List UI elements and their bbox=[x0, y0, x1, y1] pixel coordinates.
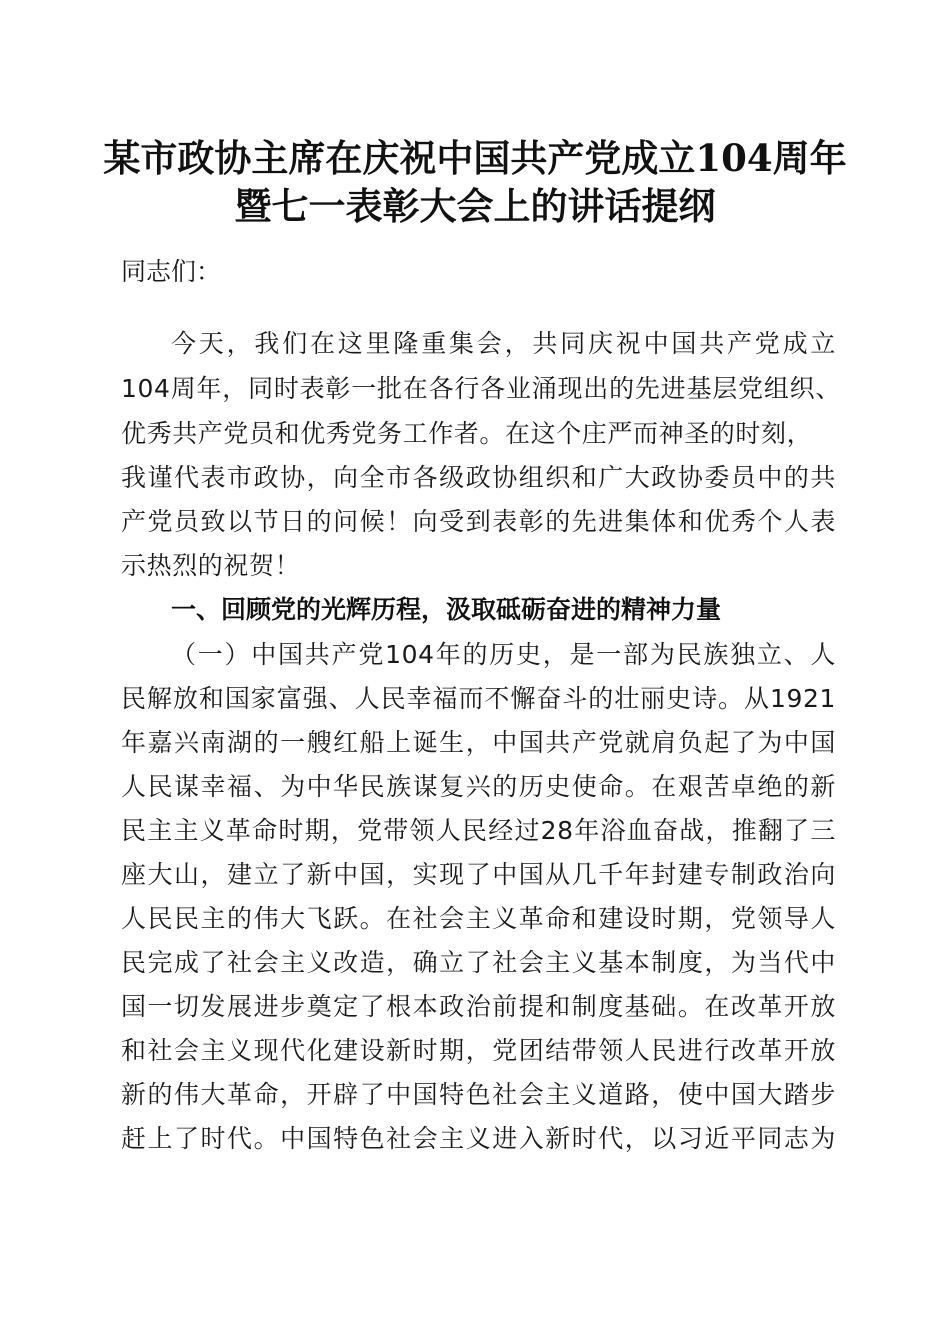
paragraph-line: 民完成了社会主义改造，确立了社会主义基本制度，为当代中 bbox=[121, 948, 836, 977]
paragraph-line: 赶上了时代。中国特色社会主义进入新时代，以习近平同志为 bbox=[121, 1124, 836, 1153]
paragraph-line: 新的伟大革命，开辟了中国特色社会主义道路，使中国大踏步 bbox=[121, 1080, 836, 1109]
document-title-line-1: 某市政协主席在庆祝中国共产党成立104周年 bbox=[103, 136, 847, 180]
paragraph-line: 民解放和国家富强、人民幸福而不懈奋斗的壮丽史诗。从1921 bbox=[121, 684, 836, 713]
paragraph-line: （一）中国共产党104年的历史，是一部为民族独立、人 bbox=[171, 640, 836, 669]
paragraph-line: 座大山，建立了新中国，实现了中国从几千年封建专制政治向 bbox=[121, 860, 836, 889]
paragraph-line: 人民民主的伟大飞跃。在社会主义革命和建设时期，党领导人 bbox=[121, 904, 836, 933]
intro-line: 我谨代表市政协，向全市各级政协组织和广大政协委员中的共 bbox=[121, 463, 836, 492]
intro-line: 示热烈的祝贺！ bbox=[121, 551, 301, 580]
paragraph-line: 和社会主义现代化建设新时期，党团结带领人民进行改革开放 bbox=[121, 1036, 836, 1065]
salutation: 同志们： bbox=[121, 257, 222, 286]
intro-line: 今天，我们在这里隆重集会，共同庆祝中国共产党成立 bbox=[171, 329, 836, 358]
paragraph-line: 国一切发展进步奠定了根本政治前提和制度基础。在改革开放 bbox=[121, 992, 836, 1021]
document-title-line-2: 暨七一表彰大会上的讲话提纲 bbox=[234, 184, 716, 228]
intro-line: 产党员致以节日的问候！向受到表彰的先进集体和优秀个人表 bbox=[121, 507, 836, 536]
section-heading: 一、回顾党的光辉历程，汲取砥砺奋进的精神力量 bbox=[171, 595, 722, 624]
paragraph-line: 人民谋幸福、为中华民族谋复兴的历史使命。在艰苦卓绝的新 bbox=[121, 772, 836, 801]
intro-line: 104周年，同时表彰一批在各行各业涌现出的先进基层党组织、 bbox=[121, 374, 841, 403]
paragraph-line: 年嘉兴南湖的一艘红船上诞生，中国共产党就肩负起了为中国 bbox=[121, 728, 836, 757]
intro-line: 优秀共产党员和优秀党务工作者。在这个庄严而神圣的时刻， bbox=[121, 419, 813, 448]
paragraph-line: 民主主义革命时期，党带领人民经过28年浴血奋战，推翻了三 bbox=[121, 816, 836, 845]
